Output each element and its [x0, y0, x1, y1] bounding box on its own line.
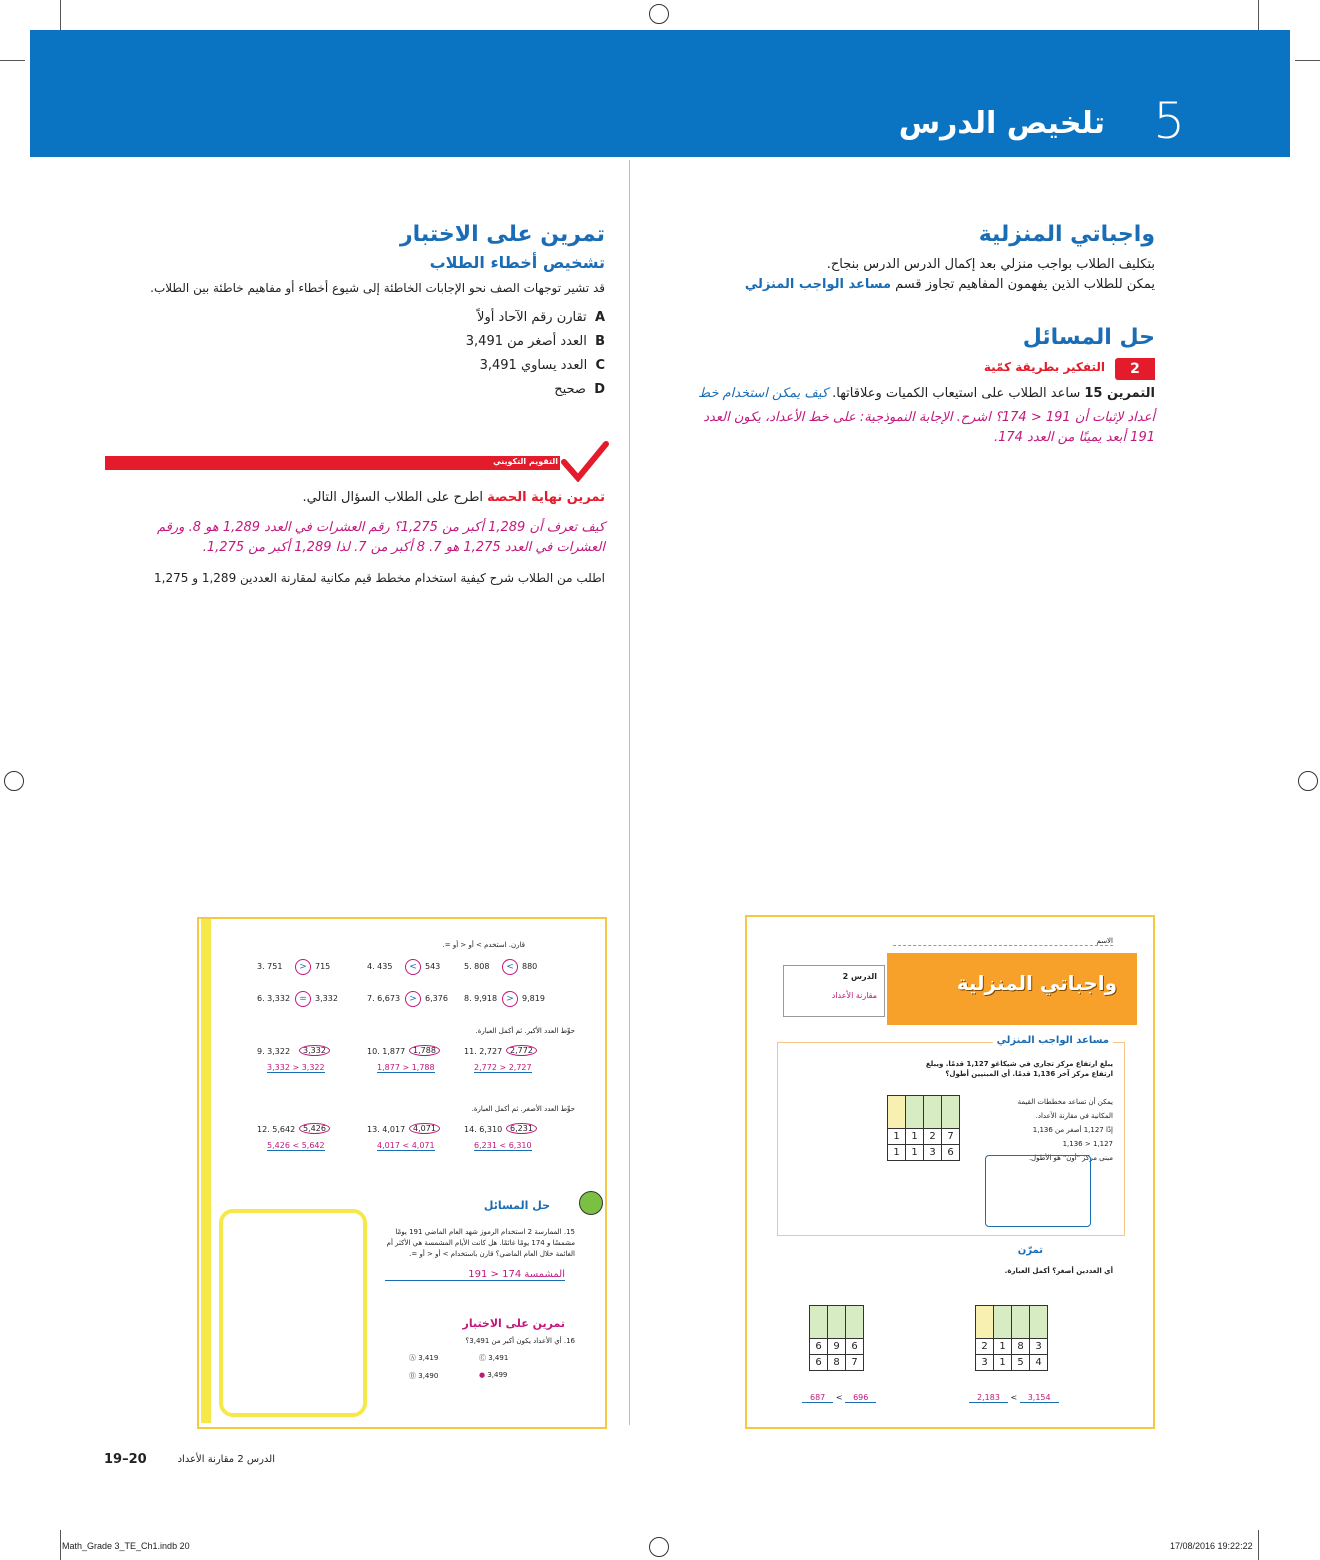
lp-row1-b: 880 — [522, 962, 538, 971]
lp-row2-symbol: > — [405, 991, 421, 1007]
exit-q3: اطلب من الطلاب شرح كيفية استخدام مخطط قيم مكانية لمقارنة العددين 1,289 و 1,275 — [154, 571, 605, 585]
section-number: 5 — [1153, 92, 1185, 150]
solve-title: حل المسائل — [1022, 325, 1155, 350]
lp-row4-answer: 4,017 < 4,071 — [377, 1141, 435, 1150]
lp-row4-answer: 6,231 < 6,310 — [474, 1141, 532, 1150]
page-number: 19–20 — [104, 1452, 147, 1467]
rp-lesson-title: مقارنة الأعداد — [831, 991, 877, 1000]
lp-row3-answer: 3,332 > 3,322 — [267, 1063, 325, 1072]
rp-hw-banner: واجباتي المنزلية — [956, 971, 1117, 995]
exercise15: التمرين 15 ساعد الطلاب على استيعاب الكميات وعلاقاتها. كيف يمكن استخدام خط — [698, 386, 1155, 401]
lp-row4-item: 14. 6,310 — [464, 1125, 503, 1134]
lp-solve: حل المسائل — [483, 1199, 550, 1212]
lp-row1-item: 4. 435 — [367, 962, 393, 971]
option-c: C العدد يساوي 3,491 — [479, 358, 605, 373]
lp-row1-item: 3. 751 — [257, 962, 283, 971]
student-page-right — [745, 915, 1155, 1429]
lp-row2-symbol: = — [295, 991, 311, 1007]
student-page-left — [197, 917, 607, 1429]
lp-row3-circled: 1,788 — [409, 1045, 440, 1056]
footer-lesson: الدرس 2 مقارنة الأعداد — [177, 1454, 275, 1465]
registration-mark-icon — [649, 1537, 669, 1557]
rp-helper-steps: يمكن أن تساعد مخططات القيمة المكانية في مقارنة الأعداد. إذًا 1,127 أصغر من 1,136 1,127 < 1,136 مبنى مركز "أون" هو الأطول. — [1017, 1098, 1113, 1162]
lp-q16-opt-c: Ⓒ 3,491 — [479, 1354, 509, 1362]
homework-line1: بتكليف الطلاب بواجب منزلي بعد إكمال الدرس الدرس بنجاح. — [826, 257, 1155, 272]
page-edge-stripe — [201, 919, 211, 1423]
practice-chart-1: 6 9 6 6 8 7 — [809, 1305, 864, 1371]
lp-row3-answer: 1,877 > 1,788 — [377, 1063, 435, 1072]
lp-sub2: حوِّط العدد الأصغر. ثم أكمل العبارة. — [471, 1105, 575, 1113]
rp-practice-q: أي العددين أصغر؟ أكمل العبارة. — [1004, 1267, 1113, 1275]
homework-line2: يمكن للطلاب الذين يفهمون المفاهيم تجاوز قسم مساعد الواجب المنزلي — [744, 277, 1155, 292]
tip-row — [665, 358, 1155, 380]
exit-q1: كيف تعرف أن 1,289 أكبر من 1,275؟ رقم العشرات في العدد 1,289 هو 8. ورقم — [157, 520, 605, 535]
practice-answer-1: 687 < 696 — [802, 1393, 876, 1402]
tip-number-badge: 2 — [1115, 358, 1155, 380]
lp-row1-symbol: < — [502, 959, 518, 975]
scratch-box — [219, 1209, 367, 1417]
lp-row4-circled: 4,071 — [409, 1123, 440, 1134]
lp-row4-answer: 5,426 < 5,642 — [267, 1141, 325, 1150]
lp-row1-symbol: > — [295, 959, 311, 975]
registration-mark-icon — [649, 4, 669, 24]
lp-row3-item: 9. 3,322 — [257, 1047, 291, 1056]
lp-row1-symbol: < — [405, 959, 421, 975]
lp-row4-circled: 6,231 — [506, 1123, 537, 1134]
rp-helper-q: يبلغ ارتفاع مركز تجاري في شيكاغو 1,127 قدمًا. ويبلغ ارتفاع مركز آخر 1,136 قدمًا. أي المبنيين أطول؟ — [925, 1060, 1113, 1078]
globe-icon — [579, 1191, 603, 1215]
symbol-key-box — [985, 1155, 1091, 1227]
lp-row4-item: 12. 5,642 — [257, 1125, 296, 1134]
rp-helper-title: مساعد الواجب المنزلي — [993, 1035, 1113, 1046]
lp-row3-circled: 3,332 — [299, 1045, 330, 1056]
checkmark-icon — [560, 440, 610, 482]
test-practice-title: تمرين على الاختبار — [399, 222, 605, 247]
lp-test: تمرين على الاختبار — [462, 1317, 565, 1330]
lp-row2-item: 6. 3,332 — [257, 994, 291, 1003]
answer-line2: 191 أبعد يمينًا من العدد 174. — [993, 430, 1155, 445]
lp-row3-answer: 2,772 > 2,727 — [474, 1063, 532, 1072]
lp-row3-item: 10. 1,877 — [367, 1047, 406, 1056]
lp-row1-b: 543 — [425, 962, 441, 971]
lp-q15-answer: المشمسة 174 < 191 — [385, 1269, 565, 1281]
rp-practice: تمرّن — [1017, 1245, 1043, 1256]
section-title: تلخيص الدرس — [898, 106, 1105, 141]
assessment-label: التقويم التكويني — [493, 457, 558, 466]
registration-mark-icon — [4, 771, 24, 791]
lp-row2-symbol: > — [502, 991, 518, 1007]
lp-row4-item: 13. 4,017 — [367, 1125, 406, 1134]
options-list — [105, 308, 605, 400]
exit-q2: العشرات في العدد 1,275 هو 7. 8 أكبر من 7. لذا 1,289 أكبر من 1,275. — [202, 540, 605, 555]
option-d: D صحيح — [554, 382, 605, 397]
answer-line1: أعداد لإثبات أن 191 < 174؟ اشرح. الإجابة النموذجية: على خط الأعداد، يكون العدد — [703, 410, 1155, 425]
exit-ticket: تمرين نهاية الحصة اطرح على الطلاب السؤال التالي. — [302, 490, 605, 505]
lp-row2-b: 6,376 — [425, 994, 448, 1003]
lp-row4-circled: 5,426 — [299, 1123, 330, 1134]
lp-row3-item: 11. 2,727 — [464, 1047, 503, 1056]
rp-name-label: الاسم — [893, 937, 1113, 946]
homework-title: واجباتي المنزلية — [978, 222, 1155, 247]
lp-header: قارن. استخدم > أو < أو =. — [442, 941, 525, 949]
lp-row3-circled: 2,772 — [506, 1045, 537, 1056]
lp-q16-opt-a: Ⓐ 3,419 — [409, 1354, 439, 1362]
lp-sub1: حوِّط العدد الأكبر. ثم أكمل العبارة. — [475, 1027, 575, 1035]
lp-q16-opt-d: ● 3,499 — [479, 1371, 508, 1379]
registration-mark-icon — [1298, 771, 1318, 791]
tip-label: التفكير بطريقة كمّية — [983, 360, 1105, 374]
diagnose-title: تشخيص أخطاء الطلاب — [429, 253, 605, 272]
diagnose-text: قد تشير توجهات الصف نحو الإجابات الخاطئة إلى شيوع أخطاء أو مفاهيم خاطئة بين الطلاب. — [150, 281, 605, 295]
lp-row1-item: 5. 808 — [464, 962, 490, 971]
place-value-chart: 1 1 2 7 1 1 3 6 — [887, 1095, 960, 1161]
lp-row2-item: 8. 9,918 — [464, 994, 498, 1003]
lp-row2-b: 9,819 — [522, 994, 545, 1003]
lp-row2-item: 7. 6,673 — [367, 994, 401, 1003]
lp-row2-b: 3,332 — [315, 994, 338, 1003]
lp-q16-opt-b: Ⓑ 3,490 — [409, 1372, 439, 1380]
option-b: B العدد أصغر من 3,491 — [465, 334, 605, 349]
lp-row1-b: 715 — [315, 962, 331, 971]
practice-answer-2: 2,183 < 3,154 — [969, 1393, 1059, 1402]
column-divider — [629, 160, 630, 1425]
rp-lesson-num: الدرس 2 — [842, 972, 877, 981]
footer-file: Math_Grade 3_TE_Ch1.indb 20 — [62, 1541, 190, 1551]
lp-q15: 15. الممارسة 2 استخدام الرموز شهد العام الماضي 191 يومًا مشمسًا و 174 يومًا غائمًا. هل كانت الأيام المشمسة هي الأكثر أم الغائمة خلال العام الماضي؟ قارن باستخدام > أو < أو =. — [386, 1228, 575, 1258]
practice-chart-2: 2 1 8 3 3 1 5 4 — [975, 1305, 1048, 1371]
footer-date: 17/08/2016 19:22:22 — [1170, 1541, 1253, 1551]
option-a: A تقارن رقم الآحاد أولاً — [477, 310, 605, 325]
lp-q16: 16. أي الأعداد يكون أكبر من 3,491؟ — [465, 1337, 575, 1345]
